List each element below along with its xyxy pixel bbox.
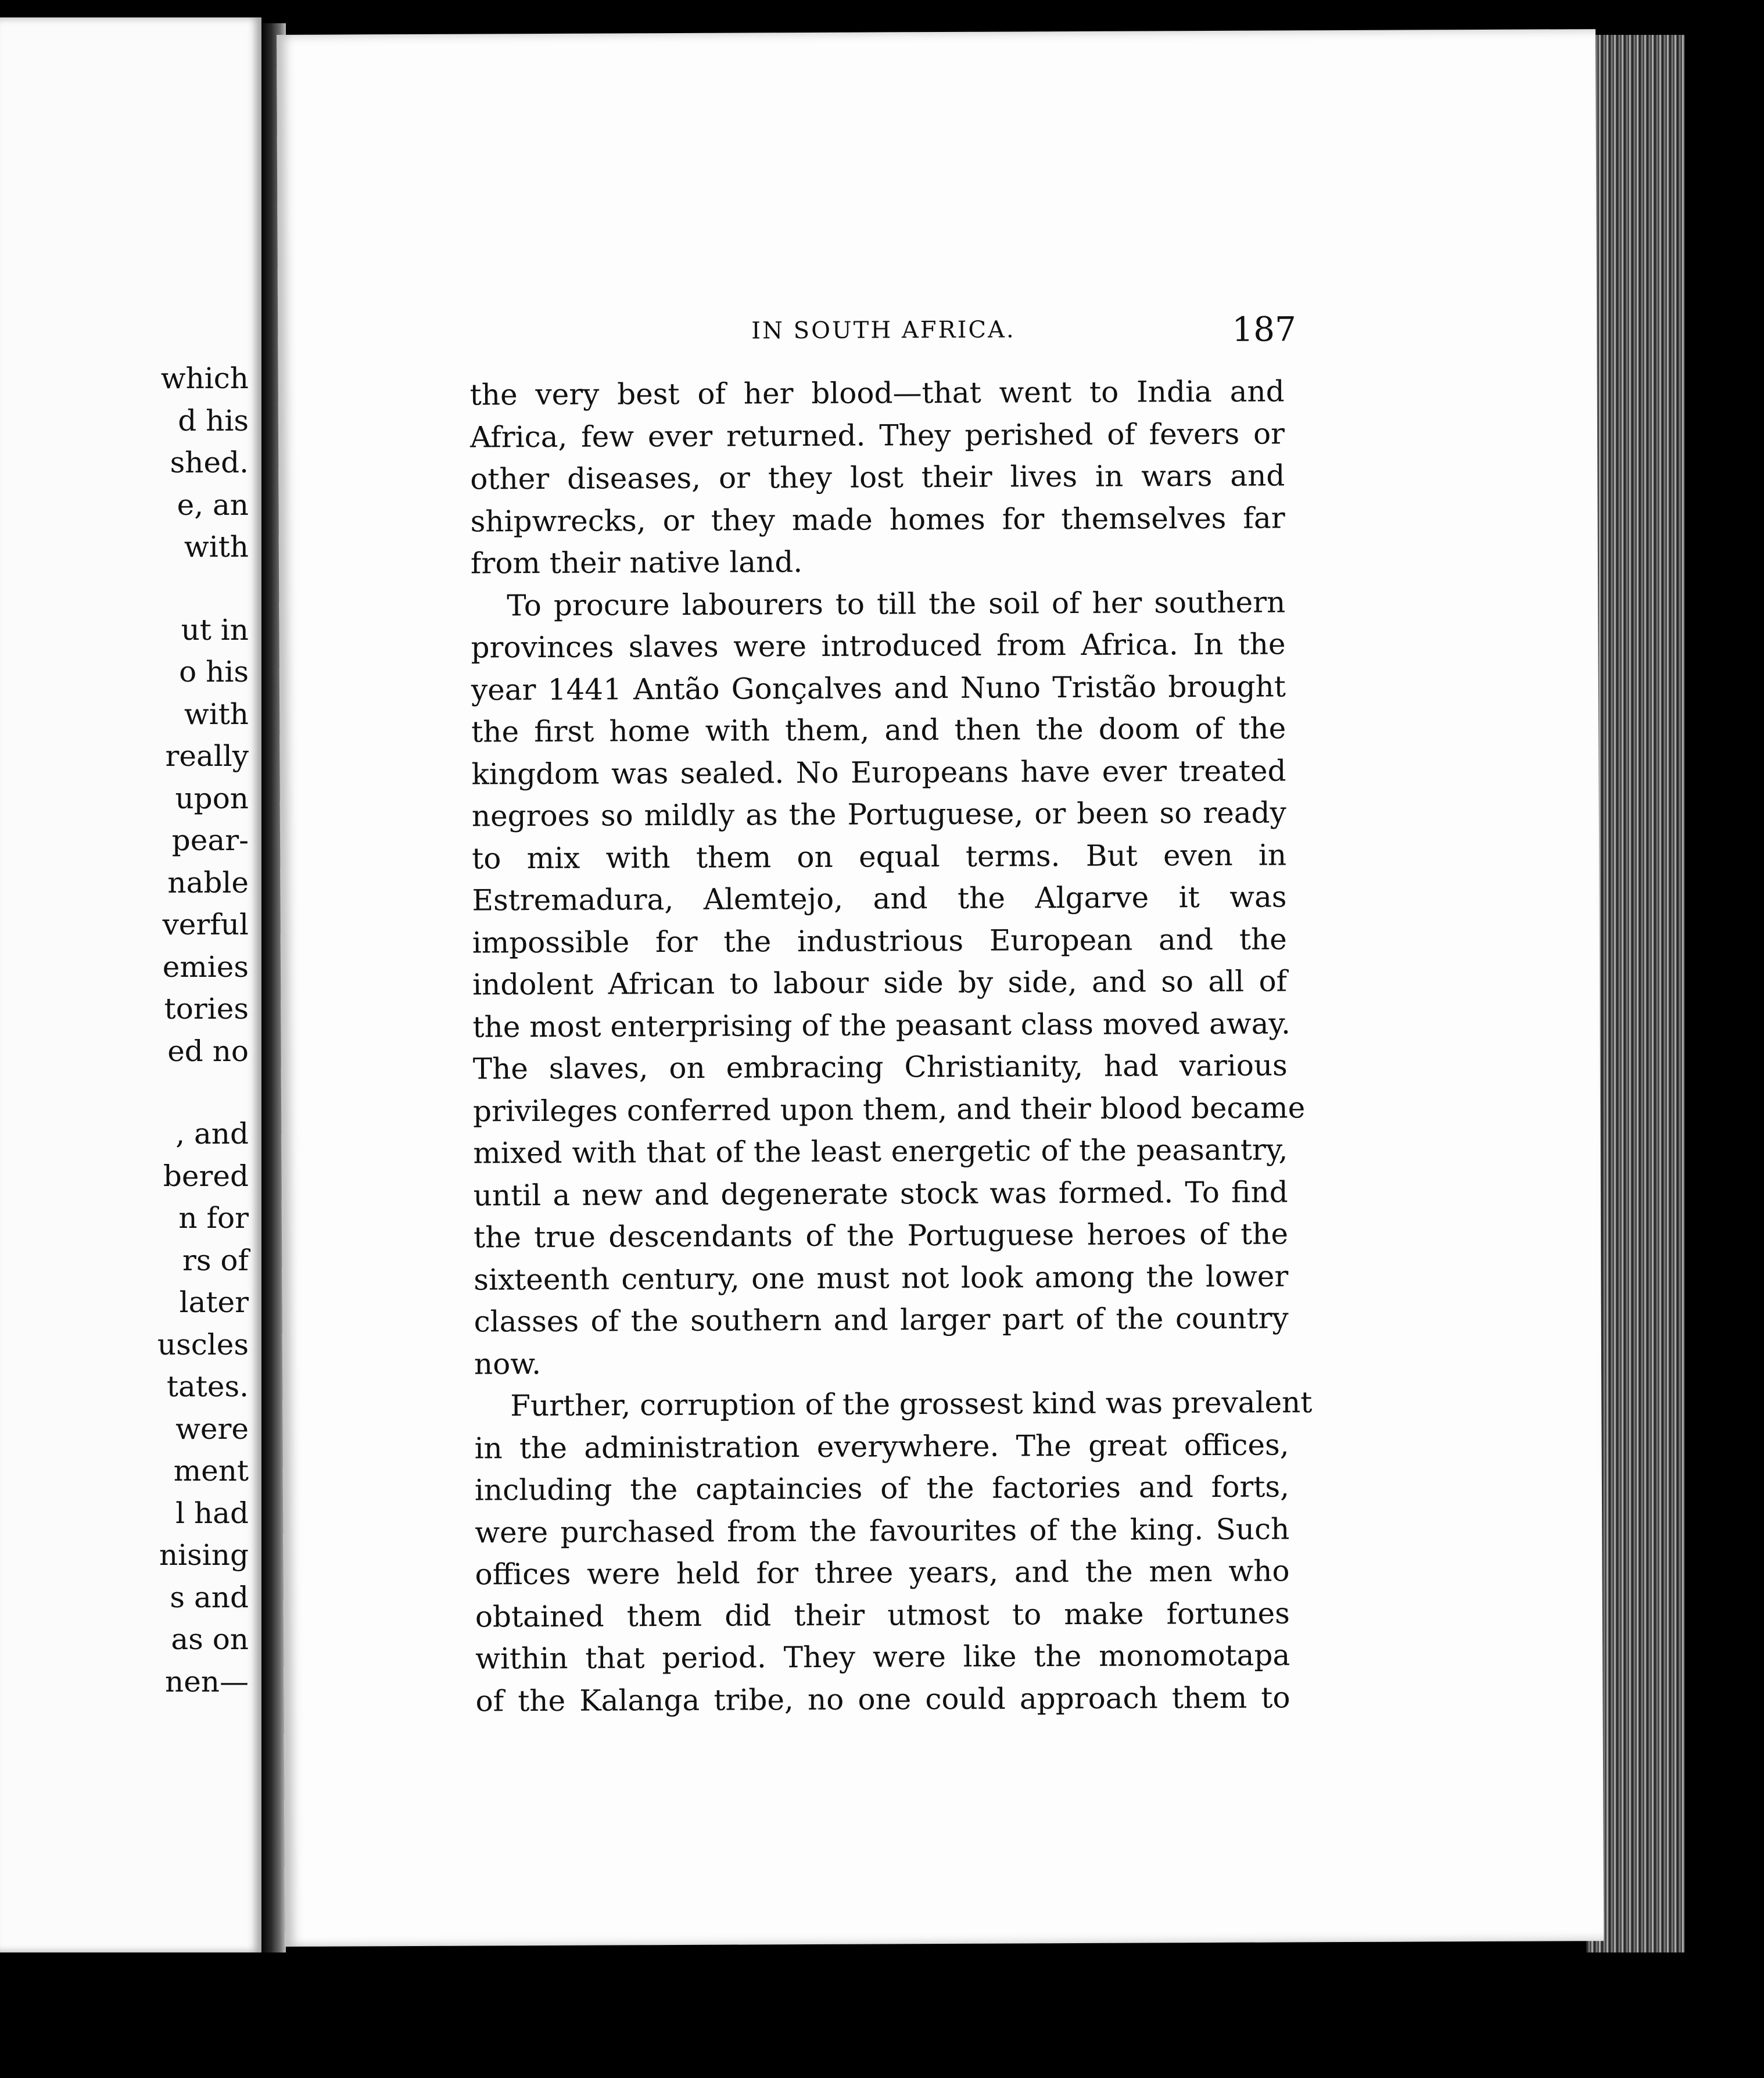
text-line: until a new and degenerate stock was formed. To find <box>473 1174 1288 1213</box>
scan-border <box>1685 35 1764 1952</box>
facing-page-text-fragments <box>157 357 249 1703</box>
left-line-fragment: tories <box>164 992 249 1026</box>
text-line: shipwrecks, or they made homes for themselves far <box>470 500 1285 539</box>
text-line: sixteenth century, one must not look among the lower <box>474 1259 1289 1297</box>
text-line: indolent African to labour side by side, and so all of <box>472 964 1288 1002</box>
text-line: impossible for the industrious European and the <box>472 922 1287 960</box>
main-page <box>277 29 1604 1947</box>
text-line: year 1441 Antão Gonçalves and Nuno Tristão brought <box>471 669 1286 707</box>
text-line: offices were held for three years, and the men who <box>475 1554 1290 1592</box>
left-line-fragment: verful <box>162 908 249 941</box>
text-line: were purchased from the favourites of the king. Such <box>475 1511 1290 1550</box>
text-line: kingdom was sealed. No Europeans have ever treated <box>471 753 1286 791</box>
text-line: within that period. They were like the monomotapa <box>475 1638 1290 1676</box>
left-line-fragment: tates. <box>166 1370 249 1403</box>
left-line-fragment: really <box>165 739 249 773</box>
text-line: now. <box>474 1346 542 1381</box>
left-line-fragment: s and <box>170 1580 249 1614</box>
paragraph-1 <box>470 370 1286 585</box>
running-title: IN SOUTH AFRICA. <box>751 316 1016 345</box>
text-line: the very best of her blood—that went to India and <box>469 374 1285 412</box>
text-line: Africa, few ever returned. They perished of fevers or <box>469 416 1285 454</box>
left-line-fragment: bered <box>163 1159 249 1193</box>
text-line: classes of the southern and larger part of the country <box>474 1301 1289 1339</box>
text-line: To procure labourers to till the soil of her southern <box>507 585 1286 622</box>
text-line: from their native land. <box>470 545 803 581</box>
left-line-fragment: pear- <box>171 823 249 857</box>
left-line-fragment: rs of <box>182 1243 249 1277</box>
text-line: The slaves, on embracing Christianity, had various <box>472 1048 1288 1086</box>
facing-page-left <box>0 17 261 1952</box>
text-line: negroes so mildly as the Portuguese, or been so ready <box>471 796 1286 833</box>
left-line-fragment: which <box>160 361 249 395</box>
text-line: of the Kalanga tribe, no one could approach them to <box>475 1680 1290 1718</box>
text-line: Estremadura, Alemtejo, and the Algarve it was <box>472 880 1287 918</box>
text-line: obtained them did their utmost to make fortunes <box>475 1596 1290 1634</box>
left-line-fragment: later <box>179 1285 249 1319</box>
body-text <box>469 370 1313 1722</box>
text-line: the true descendants of the Portuguese heroes of the <box>473 1217 1289 1255</box>
left-paragraph-gap <box>157 568 249 609</box>
left-line-fragment: with <box>184 697 249 731</box>
left-line-fragment: nen— <box>165 1664 249 1699</box>
paragraph-3 <box>474 1381 1313 1722</box>
text-line: including the captaincies of the factories and forts, <box>474 1470 1290 1507</box>
left-line-fragment: nable <box>167 865 249 900</box>
text-line: the most enterprising of the peasant class moved away. <box>472 1006 1291 1044</box>
left-line-fragment: upon <box>175 781 249 815</box>
running-head <box>278 308 1597 360</box>
left-line-fragment: d his <box>178 403 249 438</box>
paragraph-2 <box>471 581 1306 1385</box>
text-line: the first home with them, and then the doom of the <box>471 711 1286 749</box>
left-line-fragment: ment <box>173 1454 249 1488</box>
page-number: 187 <box>1232 309 1297 349</box>
text-line: provinces slaves were introduced from Africa. In the <box>471 627 1286 665</box>
left-line-fragment: shed. <box>170 446 249 479</box>
left-paragraph-gap <box>157 1072 249 1113</box>
left-line-fragment: , and <box>175 1117 249 1151</box>
text-line: other diseases, or they lost their lives in wars and <box>470 458 1285 496</box>
text-line: Further, corruption of the grossest kind was prevalent <box>510 1385 1313 1423</box>
left-line-fragment: o his <box>179 655 249 689</box>
left-line-fragment: n for <box>178 1201 249 1235</box>
left-line-fragment: were <box>175 1411 249 1446</box>
text-line: privileges conferred upon them, and their blood became <box>472 1090 1306 1128</box>
text-line: to mix with them on equal terms. But even in <box>472 837 1287 876</box>
left-line-fragment: emies <box>162 950 249 984</box>
left-line-fragment: e, an <box>177 488 249 522</box>
text-line: in the administration everywhere. The great offices, <box>474 1427 1289 1466</box>
left-line-fragment: ed no <box>167 1034 249 1068</box>
text-line: mixed with that of the least energetic of the peasantry, <box>473 1133 1288 1170</box>
left-line-fragment: with <box>184 530 249 564</box>
left-line-fragment: nising <box>159 1538 249 1572</box>
left-line-fragment: l had <box>175 1496 249 1530</box>
left-line-fragment: ut in <box>181 612 249 647</box>
left-line-fragment: uscles <box>157 1327 249 1362</box>
left-line-fragment: as on <box>171 1622 249 1656</box>
